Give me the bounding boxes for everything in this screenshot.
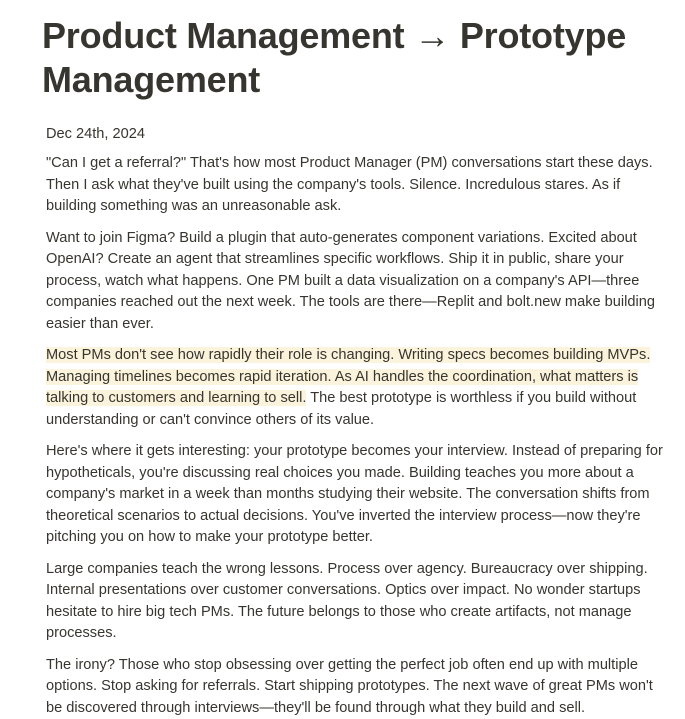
paragraph-3: [46, 345, 665, 431]
paragraph-text: The best prototype is worthless if you build without understanding or can't convince others of its value.: [46, 390, 636, 428]
highlighted-text: Most PMs don't see how rapidly their role is changing. Writing specs becomes building MVPs. Managing timelines becomes rapid iteration. As AI handles the coordination, what matters is talking to customers and learning to sell.: [46, 347, 650, 406]
paragraph-text: "Can I get a referral?" That's how most Product Manager (PM) conversations start these days. Then I ask what they've built using the company's tools. Silence. Incredulous stares. As if building something was an unreasonable ask.: [46, 155, 653, 214]
paragraph-4: [46, 441, 665, 549]
paragraph-1: [46, 153, 665, 218]
paragraph-text: Want to join Figma? Build a plugin that auto-generates component variations. Excited about OpenAI? Create an agent that streamlines specific workflows. Ship it in public, share your process, watch what happens. One PM built a data visualization on a company's API—three companies reached out the next week. The tools are there—Replit and bolt.new make building easier than ever.: [46, 230, 655, 332]
paragraph-5: [46, 559, 665, 645]
paragraph-text: The irony? Those who stop obsessing over getting the perfect job often end up with multiple options. Stop asking for referrals. Start shipping prototypes. The next wave of great PMs won't be discovered through interviews—they'll be found through what they build and sell.: [46, 657, 653, 716]
paragraph-text: Here's where it gets interesting: your prototype becomes your interview. Instead of preparing for hypotheticals, you're discussing real choices you made. Building teaches you more about a company's market in a week than months studying their website. The conversation shifts from theoretical scenarios to actual decisions. You've inverted the interview process—now they're pitching you on how to make your prototype better.: [46, 443, 663, 545]
paragraph-6: [46, 655, 665, 719]
paragraph-text: Large companies teach the wrong lessons. Process over agency. Bureaucracy over shipping. Internal presentations over customer conversations. Optics over impact. No wonder startups hesitate to hire big tech PMs. The future belongs to those who create artifacts, not manage processes.: [46, 561, 648, 642]
publish-date: Dec 24th, 2024: [46, 124, 665, 144]
paragraph-2: [46, 228, 665, 336]
page-title: Product Management → Prototype Management: [42, 14, 665, 102]
